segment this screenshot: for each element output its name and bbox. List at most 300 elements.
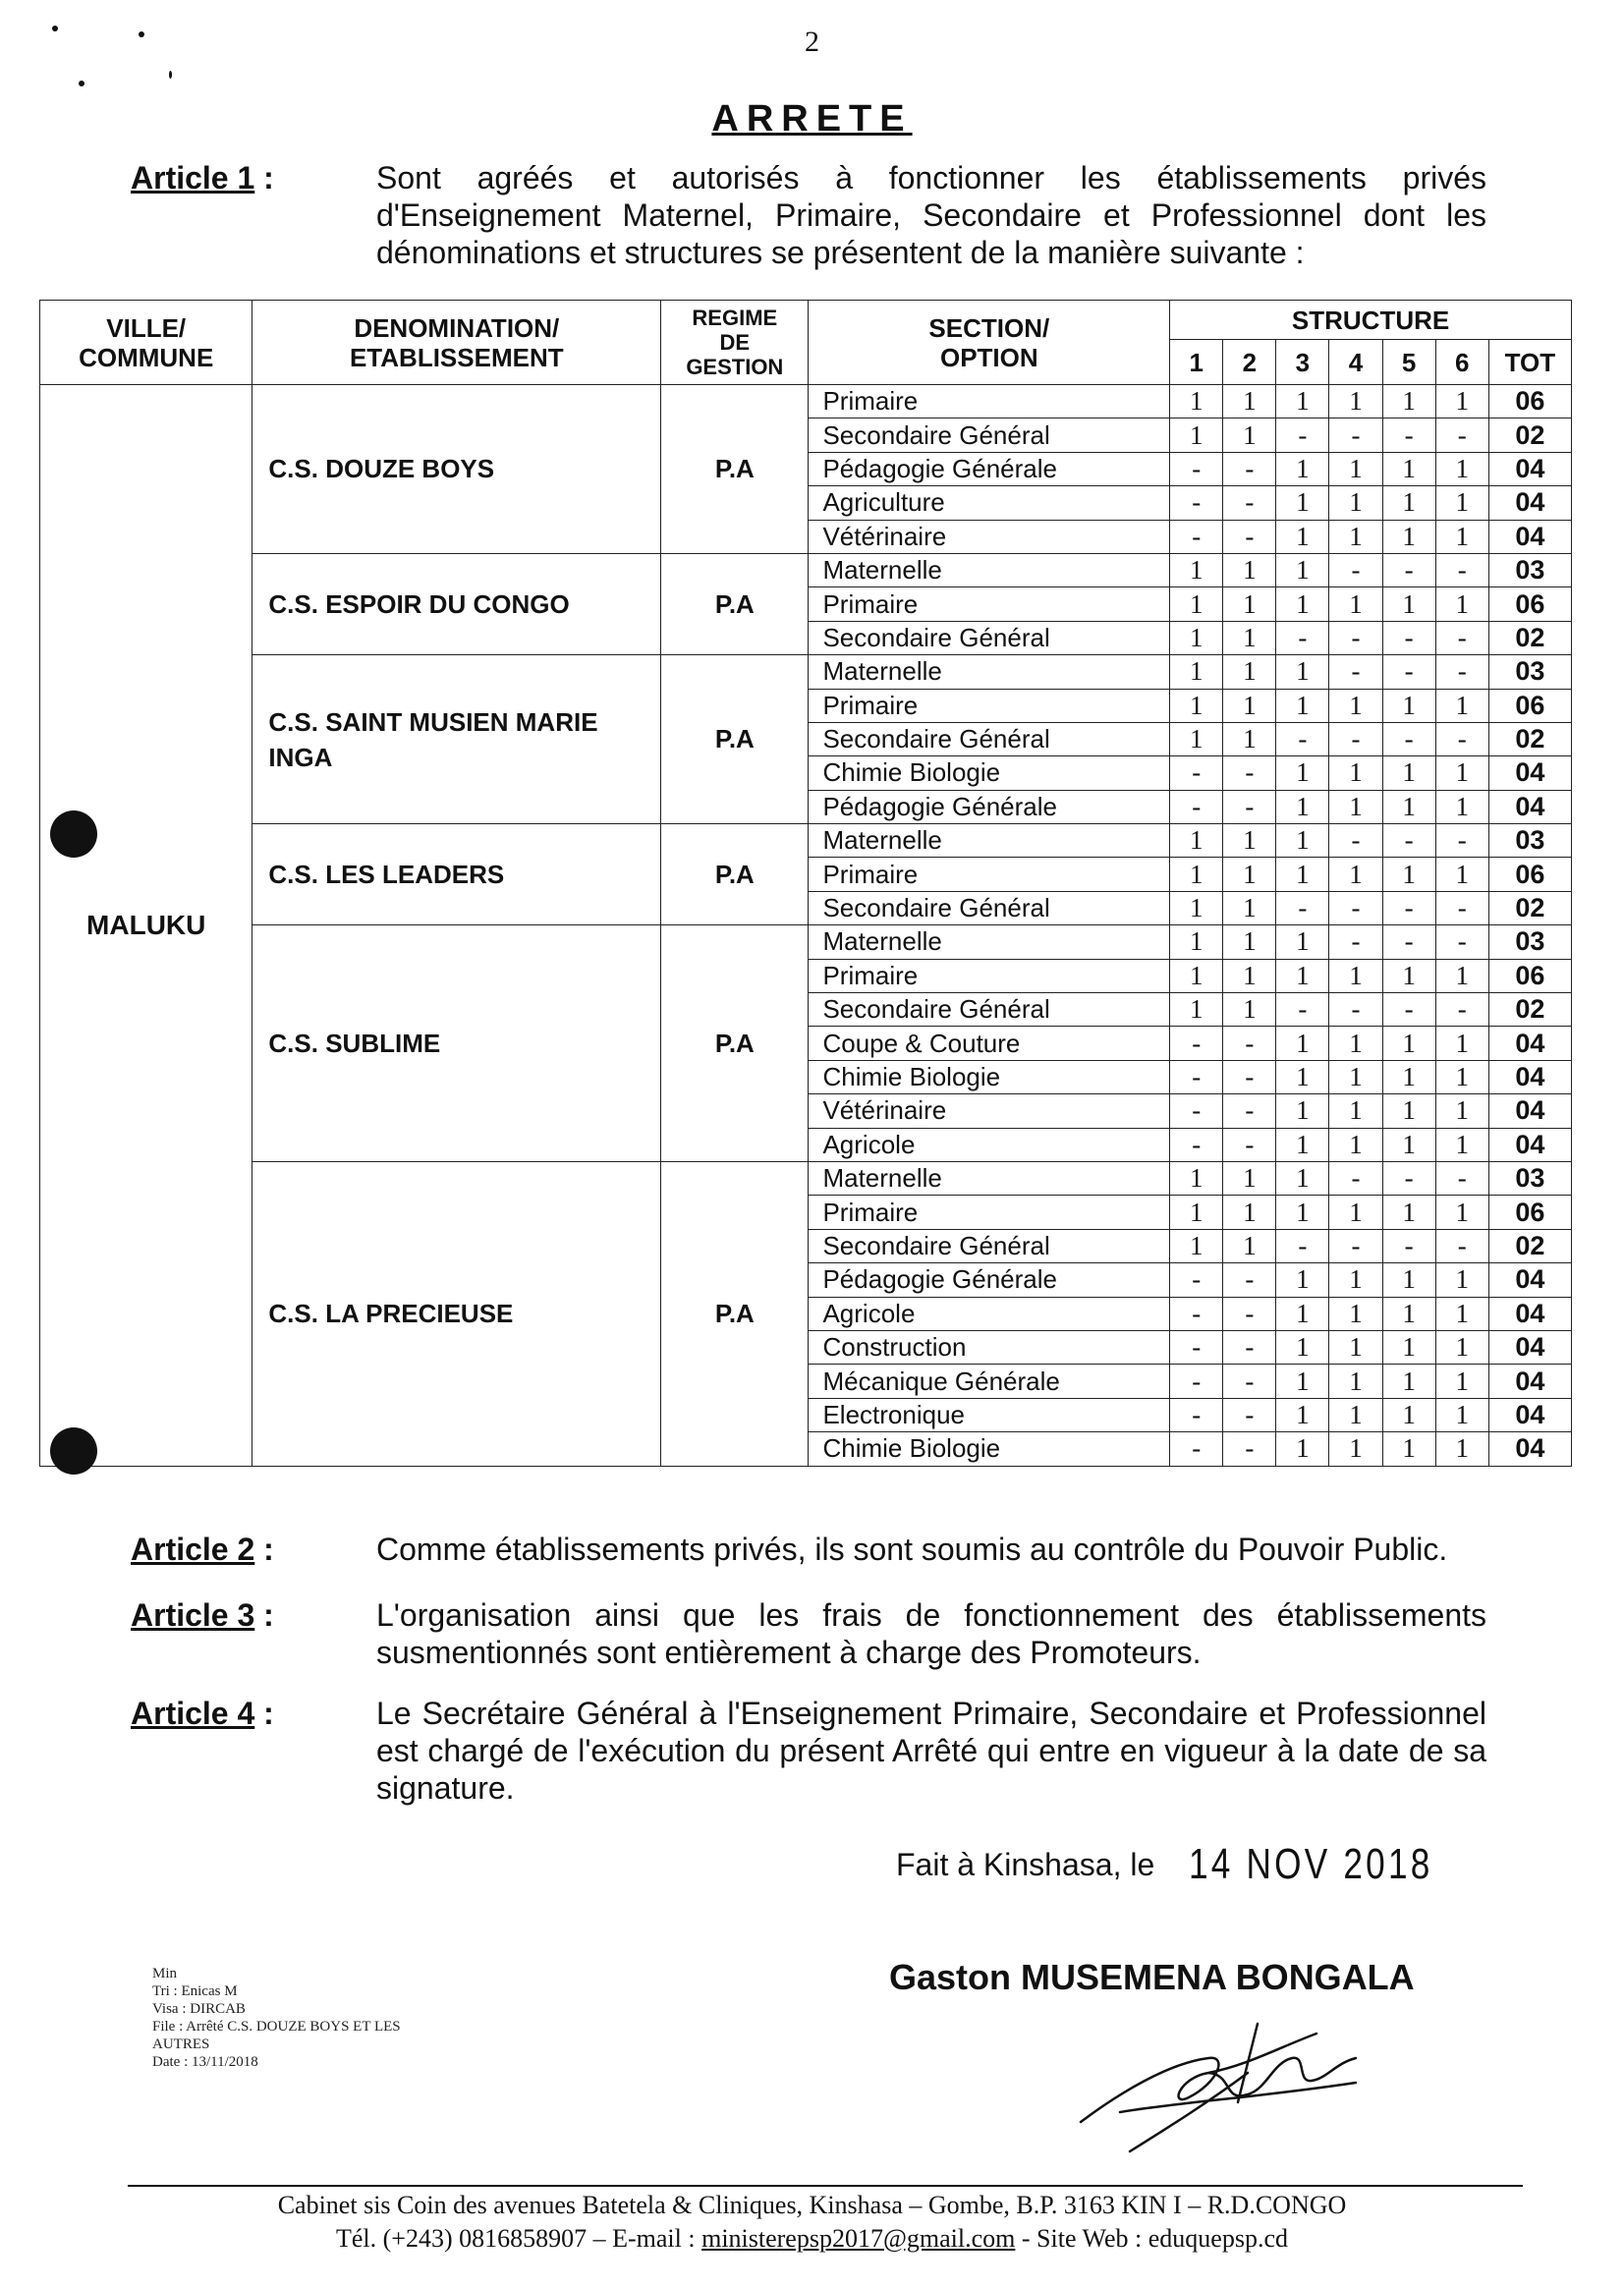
grade-cell-5: 1 [1382, 858, 1435, 891]
grade-cell-6: - [1435, 993, 1488, 1027]
grade-cell-2: - [1223, 1297, 1276, 1330]
total-cell: 04 [1488, 1398, 1571, 1431]
article-1-text: Sont agréés et autorisés à fonctionner les établissements privés d'Enseignement Maternel, Primaire, Secondaire et Professionnel dont les dénominations et structures se présentent de la manière suivante : [376, 160, 1486, 270]
grade-cell-3: 1 [1276, 655, 1329, 689]
grade-cell-4: - [1329, 925, 1382, 959]
grade-cell-3: 1 [1276, 553, 1329, 586]
grade-cell-3: 1 [1276, 1432, 1329, 1466]
option-name: Maternelle [809, 824, 1170, 858]
grade-cell-4: - [1329, 1229, 1382, 1262]
grade-cell-1: - [1170, 452, 1223, 485]
header-grade-5: 5 [1382, 340, 1435, 385]
grade-cell-6: 1 [1435, 1297, 1488, 1330]
option-name: Agricole [809, 1128, 1170, 1161]
grade-cell-5: - [1382, 621, 1435, 654]
option-name: Chimie Biologie [809, 756, 1170, 790]
grade-cell-2: 1 [1223, 722, 1276, 755]
grade-cell-2: - [1223, 1432, 1276, 1466]
footer-email-link[interactable]: ministerepsp2017@gmail.com [701, 2224, 1016, 2253]
grade-cell-3: 1 [1276, 1263, 1329, 1297]
grade-cell-2: - [1223, 1263, 1276, 1297]
grade-cell-4: - [1329, 621, 1382, 654]
grade-cell-3: 1 [1276, 925, 1329, 959]
grade-cell-4: - [1329, 1161, 1382, 1195]
regime-cell: P.A [661, 925, 809, 1162]
header-ville: VILLE/ COMMUNE [40, 301, 252, 385]
grade-cell-6: 1 [1435, 858, 1488, 891]
grade-cell-3: 1 [1276, 1161, 1329, 1195]
grade-cell-5: 1 [1382, 452, 1435, 485]
grade-cell-5: 1 [1382, 959, 1435, 992]
punch-hole [50, 1427, 97, 1475]
grade-cell-3: - [1276, 621, 1329, 654]
page-number: 2 [805, 26, 819, 58]
grade-cell-5: 1 [1382, 486, 1435, 520]
option-name: Maternelle [809, 1161, 1170, 1195]
grade-cell-1: 1 [1170, 553, 1223, 586]
grade-cell-4: 1 [1329, 587, 1382, 621]
grade-cell-4: 1 [1329, 858, 1382, 891]
grade-cell-4: - [1329, 824, 1382, 858]
option-name: Pédagogie Générale [809, 452, 1170, 485]
regime-cell: P.A [661, 655, 809, 824]
document-title: ARRETE [711, 98, 913, 139]
grade-cell-3: 1 [1276, 587, 1329, 621]
grade-cell-2: 1 [1223, 891, 1276, 924]
option-name: Vétérinaire [809, 1094, 1170, 1128]
article-2: Article 2 : Comme établissements privés, ils sont soumis au contrôle du Pouvoir Public. [131, 1531, 1486, 1570]
grade-cell-5: 1 [1382, 385, 1435, 418]
grade-cell-4: 1 [1329, 756, 1382, 790]
article-2-label: Article 2 [131, 1532, 255, 1567]
header-tot: TOT [1488, 340, 1571, 385]
grade-cell-1: 1 [1170, 689, 1223, 722]
grade-cell-3: 1 [1276, 790, 1329, 823]
grade-cell-5: 1 [1382, 1297, 1435, 1330]
grade-cell-4: 1 [1329, 1365, 1382, 1398]
grade-cell-3: - [1276, 418, 1329, 452]
grade-cell-2: - [1223, 1128, 1276, 1161]
grade-cell-5: - [1382, 553, 1435, 586]
article-1: Article 1 : Sont agréés et autorisés à fonctionner les établissements privés d'Enseignement Maternel, Primaire, Secondaire et Professionnel dont les dénominations et structures se présentent de la manière suivante : [131, 160, 1486, 270]
grade-cell-3: 1 [1276, 1196, 1329, 1229]
option-name: Pédagogie Générale [809, 1263, 1170, 1297]
grade-cell-2: - [1223, 1060, 1276, 1093]
metadata-line: File : Arrêté C.S. DOUZE BOYS ET LES [152, 2019, 401, 2035]
regime-cell: P.A [661, 1161, 809, 1466]
grade-cell-6: 1 [1435, 689, 1488, 722]
metadata-line: Tri : Enicas M [152, 1983, 238, 1999]
article-2-text: Comme établissements privés, ils sont soumis au contrôle du Pouvoir Public. [376, 1532, 1448, 1567]
option-name: Chimie Biologie [809, 1432, 1170, 1466]
grade-cell-3: 1 [1276, 1365, 1329, 1398]
ville-cell: MALUKU [40, 385, 252, 1467]
grade-cell-1: 1 [1170, 418, 1223, 452]
grade-cell-6: - [1435, 925, 1488, 959]
total-cell: 02 [1488, 722, 1571, 755]
scan-speck [169, 71, 172, 79]
grade-cell-6: - [1435, 1229, 1488, 1262]
school-name: C.S. SUBLIME [252, 925, 661, 1162]
header-grade-2: 2 [1223, 340, 1276, 385]
grade-cell-4: 1 [1329, 1297, 1382, 1330]
grade-cell-3: - [1276, 891, 1329, 924]
file-metadata [152, 1965, 401, 2071]
grade-cell-6: 1 [1435, 1027, 1488, 1060]
grade-cell-6: - [1435, 655, 1488, 689]
article-4: Article 4 : Le Secrétaire Général à l'Enseignement Primaire, Secondaire et Professionnel est chargé de l'exécution du présent Arrêté qui entre en vigueur à la date de sa signature. [131, 1696, 1486, 1806]
grade-cell-1: - [1170, 1330, 1223, 1364]
grade-cell-2: 1 [1223, 385, 1276, 418]
scan-speck [79, 81, 84, 86]
grade-cell-3: 1 [1276, 1094, 1329, 1128]
total-cell: 04 [1488, 452, 1571, 485]
grade-cell-5: 1 [1382, 1398, 1435, 1431]
total-cell: 06 [1488, 385, 1571, 418]
total-cell: 04 [1488, 1365, 1571, 1398]
grade-cell-1: - [1170, 486, 1223, 520]
total-cell: 04 [1488, 1297, 1571, 1330]
grade-cell-3: 1 [1276, 1297, 1329, 1330]
option-name: Vétérinaire [809, 520, 1170, 553]
grade-cell-3: 1 [1276, 452, 1329, 485]
grade-cell-6: 1 [1435, 1128, 1488, 1161]
grade-cell-2: 1 [1223, 993, 1276, 1027]
grade-cell-6: 1 [1435, 1094, 1488, 1128]
grade-cell-4: 1 [1329, 486, 1382, 520]
grade-cell-1: 1 [1170, 993, 1223, 1027]
grade-cell-6: - [1435, 621, 1488, 654]
grade-cell-4: 1 [1329, 1128, 1382, 1161]
grade-cell-6: 1 [1435, 1398, 1488, 1431]
grade-cell-6: 1 [1435, 452, 1488, 485]
grade-cell-4: - [1329, 655, 1382, 689]
grade-cell-1: - [1170, 1432, 1223, 1466]
grade-cell-6: 1 [1435, 1263, 1488, 1297]
article-3: Article 3 : L'organisation ainsi que les frais de fonctionnement des établissements susmentionnés sont entièrement à charge des Promoteurs. [131, 1597, 1486, 1670]
grade-cell-3: 1 [1276, 689, 1329, 722]
grade-cell-5: - [1382, 925, 1435, 959]
grade-cell-2: 1 [1223, 959, 1276, 992]
total-cell: 02 [1488, 993, 1571, 1027]
option-name: Mécanique Générale [809, 1365, 1170, 1398]
grade-cell-4: - [1329, 993, 1382, 1027]
grade-cell-2: 1 [1223, 925, 1276, 959]
scan-speck [52, 26, 58, 31]
grade-cell-4: 1 [1329, 1094, 1382, 1128]
option-name: Agricole [809, 1297, 1170, 1330]
footer-address: Cabinet sis Coin des avenues Batetela & Cliniques, Kinshasa – Gombe, B.P. 3163 KIN I – R.D.CONGO [277, 2191, 1347, 2219]
grade-cell-5: - [1382, 1161, 1435, 1195]
grade-cell-1: - [1170, 1297, 1223, 1330]
grade-cell-6: 1 [1435, 486, 1488, 520]
grade-cell-4: 1 [1329, 1196, 1382, 1229]
grade-cell-2: - [1223, 520, 1276, 553]
grade-cell-3: - [1276, 722, 1329, 755]
table-row [40, 655, 1572, 689]
grade-cell-6: - [1435, 824, 1488, 858]
grade-cell-4: 1 [1329, 959, 1382, 992]
grade-cell-3: 1 [1276, 858, 1329, 891]
option-name: Primaire [809, 689, 1170, 722]
option-name: Secondaire Général [809, 1229, 1170, 1262]
grade-cell-4: 1 [1329, 385, 1382, 418]
grade-cell-6: 1 [1435, 756, 1488, 790]
total-cell: 04 [1488, 1027, 1571, 1060]
grade-cell-5: 1 [1382, 1060, 1435, 1093]
option-name: Pédagogie Générale [809, 790, 1170, 823]
grade-cell-5: 1 [1382, 689, 1435, 722]
grade-cell-4: 1 [1329, 452, 1382, 485]
grade-cell-6: - [1435, 553, 1488, 586]
grade-cell-3: 1 [1276, 1027, 1329, 1060]
school-name: C.S. LA PRECIEUSE [252, 1161, 661, 1466]
footer-divider [128, 2185, 1523, 2187]
total-cell: 02 [1488, 621, 1571, 654]
metadata-line: AUTRES [152, 2036, 210, 2052]
grade-cell-1: 1 [1170, 824, 1223, 858]
grade-cell-2: 1 [1223, 418, 1276, 452]
total-cell: 04 [1488, 520, 1571, 553]
grade-cell-4: - [1329, 418, 1382, 452]
grade-cell-2: - [1223, 1094, 1276, 1128]
grade-cell-1: - [1170, 1263, 1223, 1297]
grade-cell-2: - [1223, 1330, 1276, 1364]
grade-cell-4: 1 [1329, 689, 1382, 722]
grade-cell-5: 1 [1382, 1263, 1435, 1297]
grade-cell-4: 1 [1329, 1027, 1382, 1060]
grade-cell-1: 1 [1170, 655, 1223, 689]
total-cell: 04 [1488, 790, 1571, 823]
option-name: Secondaire Général [809, 891, 1170, 924]
grade-cell-2: 1 [1223, 689, 1276, 722]
grade-cell-5: - [1382, 418, 1435, 452]
grade-cell-1: 1 [1170, 925, 1223, 959]
option-name: Primaire [809, 1196, 1170, 1229]
grade-cell-5: - [1382, 993, 1435, 1027]
grade-cell-3: 1 [1276, 1060, 1329, 1093]
option-name: Chimie Biologie [809, 1060, 1170, 1093]
grade-cell-4: 1 [1329, 520, 1382, 553]
grade-cell-1: 1 [1170, 621, 1223, 654]
grade-cell-4: 1 [1329, 1330, 1382, 1364]
article-1-label: Article 1 [131, 160, 255, 195]
total-cell: 04 [1488, 756, 1571, 790]
grade-cell-3: 1 [1276, 756, 1329, 790]
punch-hole [50, 810, 97, 858]
grade-cell-1: 1 [1170, 959, 1223, 992]
grade-cell-3: 1 [1276, 824, 1329, 858]
grade-cell-4: - [1329, 553, 1382, 586]
grade-cell-6: 1 [1435, 790, 1488, 823]
table-row [40, 385, 1572, 418]
option-name: Secondaire Général [809, 418, 1170, 452]
grade-cell-5: 1 [1382, 1365, 1435, 1398]
grade-cell-5: 1 [1382, 1432, 1435, 1466]
grade-cell-5: 1 [1382, 1196, 1435, 1229]
option-name: Maternelle [809, 655, 1170, 689]
grade-cell-5: - [1382, 1229, 1435, 1262]
header-grade-4: 4 [1329, 340, 1382, 385]
grade-cell-5: 1 [1382, 520, 1435, 553]
option-name: Primaire [809, 587, 1170, 621]
option-name: Primaire [809, 858, 1170, 891]
metadata-line: Visa : DIRCAB [152, 2001, 246, 2017]
total-cell: 04 [1488, 1330, 1571, 1364]
grade-cell-6: - [1435, 891, 1488, 924]
grade-cell-1: - [1170, 520, 1223, 553]
option-name: Maternelle [809, 553, 1170, 586]
option-name: Construction [809, 1330, 1170, 1364]
signatory-name: Gaston MUSEMENA BONGALA [889, 1957, 1415, 1997]
closing-place: Fait à Kinshasa, le [896, 1847, 1155, 1882]
grade-cell-6: 1 [1435, 1432, 1488, 1466]
grade-cell-2: 1 [1223, 621, 1276, 654]
grade-cell-3: 1 [1276, 486, 1329, 520]
header-denomination: DENOMINATION/ ETABLISSEMENT [252, 301, 661, 385]
total-cell: 02 [1488, 891, 1571, 924]
total-cell: 03 [1488, 824, 1571, 858]
grade-cell-6: 1 [1435, 1196, 1488, 1229]
grade-cell-3: 1 [1276, 959, 1329, 992]
schools-table [39, 300, 1572, 1467]
school-name: C.S. ESPOIR DU CONGO [252, 553, 661, 654]
grade-cell-1: - [1170, 1094, 1223, 1128]
grade-cell-6: 1 [1435, 959, 1488, 992]
total-cell: 04 [1488, 1432, 1571, 1466]
table-row [40, 553, 1572, 586]
article-3-label: Article 3 [131, 1597, 255, 1633]
option-name: Agriculture [809, 486, 1170, 520]
grade-cell-3: - [1276, 1229, 1329, 1262]
grade-cell-6: - [1435, 1161, 1488, 1195]
grade-cell-6: 1 [1435, 1060, 1488, 1093]
header-section: SECTION/ OPTION [809, 301, 1170, 385]
grade-cell-2: 1 [1223, 587, 1276, 621]
option-name: Coupe & Couture [809, 1027, 1170, 1060]
grade-cell-5: 1 [1382, 1027, 1435, 1060]
option-name: Secondaire Général [809, 722, 1170, 755]
grade-cell-1: - [1170, 790, 1223, 823]
grade-cell-2: 1 [1223, 824, 1276, 858]
grade-cell-2: - [1223, 1398, 1276, 1431]
option-name: Secondaire Général [809, 993, 1170, 1027]
grade-cell-5: 1 [1382, 1128, 1435, 1161]
regime-cell: P.A [661, 553, 809, 654]
grade-cell-4: - [1329, 722, 1382, 755]
total-cell: 06 [1488, 587, 1571, 621]
regime-cell: P.A [661, 824, 809, 925]
grade-cell-5: - [1382, 891, 1435, 924]
grade-cell-1: 1 [1170, 587, 1223, 621]
grade-cell-2: 1 [1223, 655, 1276, 689]
grade-cell-5: - [1382, 722, 1435, 755]
option-name: Primaire [809, 959, 1170, 992]
header-grade-3: 3 [1276, 340, 1329, 385]
article-4-label: Article 4 [131, 1696, 255, 1731]
grade-cell-2: 1 [1223, 553, 1276, 586]
header-grade-6: 6 [1435, 340, 1488, 385]
grade-cell-3: 1 [1276, 1330, 1329, 1364]
option-name: Secondaire Général [809, 621, 1170, 654]
grade-cell-5: - [1382, 824, 1435, 858]
header-grade-1: 1 [1170, 340, 1223, 385]
total-cell: 06 [1488, 1196, 1571, 1229]
handwritten-signature [1061, 2004, 1385, 2161]
grade-cell-1: 1 [1170, 1161, 1223, 1195]
total-cell: 03 [1488, 925, 1571, 959]
school-name: C.S. SAINT MUSIEN MARIE INGA [252, 655, 661, 824]
grade-cell-2: 1 [1223, 1161, 1276, 1195]
metadata-line: Date : 13/11/2018 [152, 2054, 258, 2070]
grade-cell-3: 1 [1276, 520, 1329, 553]
grade-cell-6: - [1435, 418, 1488, 452]
grade-cell-1: - [1170, 1027, 1223, 1060]
total-cell: 06 [1488, 959, 1571, 992]
grade-cell-2: - [1223, 1365, 1276, 1398]
total-cell: 03 [1488, 655, 1571, 689]
grade-cell-1: 1 [1170, 858, 1223, 891]
total-cell: 04 [1488, 1060, 1571, 1093]
grade-cell-1: 1 [1170, 891, 1223, 924]
total-cell: 04 [1488, 1128, 1571, 1161]
total-cell: 03 [1488, 1161, 1571, 1195]
grade-cell-1: 1 [1170, 385, 1223, 418]
total-cell: 04 [1488, 1263, 1571, 1297]
grade-cell-3: 1 [1276, 385, 1329, 418]
article-4-text: Le Secrétaire Général à l'Enseignement Primaire, Secondaire et Professionnel est chargé de l'exécution du présent Arrêté qui entre en vigueur à la date de sa signature. [376, 1696, 1486, 1806]
school-name: C.S. LES LEADERS [252, 824, 661, 925]
regime-cell: P.A [661, 385, 809, 554]
grade-cell-3: - [1276, 993, 1329, 1027]
grade-cell-6: 1 [1435, 385, 1488, 418]
grade-cell-6: 1 [1435, 1330, 1488, 1364]
grade-cell-4: 1 [1329, 1263, 1382, 1297]
footer-contact: Tél. (+243) 0816858907 – E-mail : ministerepsp2017@gmail.com - Site Web : eduquepsp.cd [335, 2224, 1288, 2253]
header-structure: STRUCTURE [1170, 301, 1572, 340]
header-regime: REGIME DE GESTION [661, 301, 809, 385]
grade-cell-1: 1 [1170, 1196, 1223, 1229]
grade-cell-2: 1 [1223, 858, 1276, 891]
grade-cell-5: 1 [1382, 587, 1435, 621]
grade-cell-5: - [1382, 655, 1435, 689]
grade-cell-1: - [1170, 756, 1223, 790]
grade-cell-3: 1 [1276, 1398, 1329, 1431]
grade-cell-2: 1 [1223, 1196, 1276, 1229]
grade-cell-1: - [1170, 1398, 1223, 1431]
closing-date-stamp: 14 NOV 2018 [1189, 1840, 1433, 1888]
grade-cell-2: - [1223, 756, 1276, 790]
table-row [40, 824, 1572, 858]
total-cell: 04 [1488, 1094, 1571, 1128]
grade-cell-6: 1 [1435, 1365, 1488, 1398]
option-name: Primaire [809, 385, 1170, 418]
total-cell: 03 [1488, 553, 1571, 586]
total-cell: 06 [1488, 858, 1571, 891]
grade-cell-4: 1 [1329, 1432, 1382, 1466]
footer [0, 2189, 1624, 2256]
total-cell: 06 [1488, 689, 1571, 722]
grade-cell-5: 1 [1382, 1094, 1435, 1128]
scan-speck [139, 31, 144, 37]
grade-cell-5: 1 [1382, 790, 1435, 823]
table-row [40, 925, 1572, 959]
grade-cell-1: - [1170, 1128, 1223, 1161]
article-3-text: L'organisation ainsi que les frais de fonctionnement des établissements susmentionnés sont entièrement à charge des Promoteurs. [376, 1597, 1486, 1670]
grade-cell-2: 1 [1223, 1229, 1276, 1262]
grade-cell-3: 1 [1276, 1128, 1329, 1161]
school-name: C.S. DOUZE BOYS [252, 385, 661, 554]
